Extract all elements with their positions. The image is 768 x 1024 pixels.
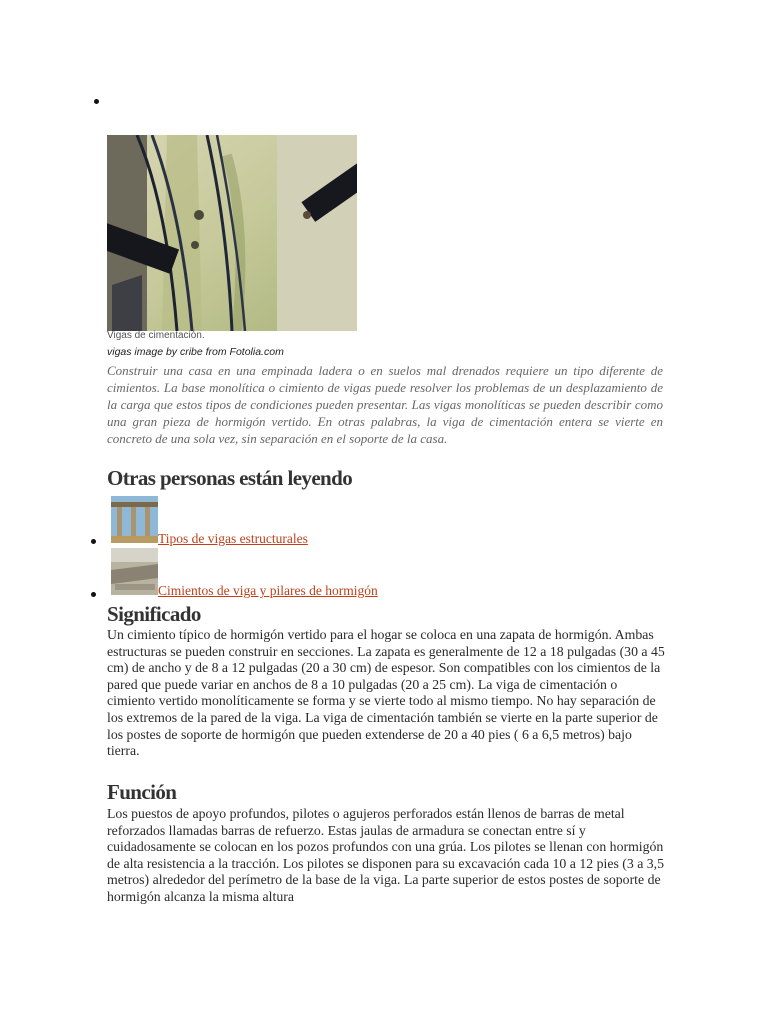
intro-paragraph: Construir una casa en una empinada ladera o en suelos mal drenados requiere un tipo diferente de cimientos. La base monolítica o cimiento de vigas puede resolver los problemas de un desplazamiento de la carga que estos tipos de condiciones pueden presentar. Las vigas monolíticas se pueden describir como una gran pieza de hormigón vertido. En otras palabras, la viga de cimentación entera se vierte en concreto de una sola vez, sin separación en el soporte de la casa. <box>107 363 663 446</box>
related-link-2[interactable]: Cimientos de viga y pilares de hormigón <box>158 583 378 598</box>
section-heading-funcion: Función <box>107 780 177 804</box>
list-bullet <box>91 592 96 597</box>
photo-illustration <box>107 135 357 331</box>
section-text-significado: Un cimiento típico de hormigón vertido para el hogar se coloca en una zapata de hormigón. Ambas estructuras se pueden construir en secciones. La zapata es generalmente de 12 a 18 pulgadas (30 a 45 cm) de ancho y de 8 a 12 pulgadas (20 a 30 cm) de espesor. Son compatibles con los cimientos de la pared que puede variar en anchos de 8 a 10 pulgadas (20 a 25 cm). La viga de cimentación o cimiento vertido monolíticamente se forma y se vierte todo al mismo tiempo. No hay separación de los extremos de la pared de la viga. La viga de cimentación también se vierte en la parte superior de los postes de soporte de hormigón que pueden extenderse de 20 a 40 pies ( 6 a 6,5 metros) bajo tierra. <box>107 627 665 759</box>
foundation-beams-photo <box>107 135 357 331</box>
related-heading: Otras personas están leyendo <box>107 466 353 490</box>
list-bullet <box>91 539 96 544</box>
figure-credit: vigas image by cribe from Fotolia.com <box>107 346 284 358</box>
section-text-funcion: Los puestos de apoyo profundos, pilotes o agujeros perforados están llenos de barras de metal reforzados llamadas barras de refuerzo. Estas jaulas de armadura se conectan entre sí y cuidadosamente se colocan en los pozos profundos con una grúa. Los pilotes se llenan con hormigón de alta resistencia a la tracción. Los pilotes se disponen para su excavación cada 10 a 12 pies (3 a 3,5 metros) alrededor del perímetro de la base de la viga. La parte superior de estos postes de soporte de hormigón alcanza la misma altura <box>107 806 665 904</box>
figure-caption: Vigas de cimentación. <box>107 330 205 341</box>
related-link-1[interactable]: Tipos de vigas estructurales <box>158 531 308 546</box>
section-heading-significado: Significado <box>107 602 201 626</box>
related-thumbnail-2[interactable] <box>111 548 158 595</box>
related-thumbnail-1[interactable] <box>111 496 158 543</box>
list-bullet <box>94 99 99 104</box>
